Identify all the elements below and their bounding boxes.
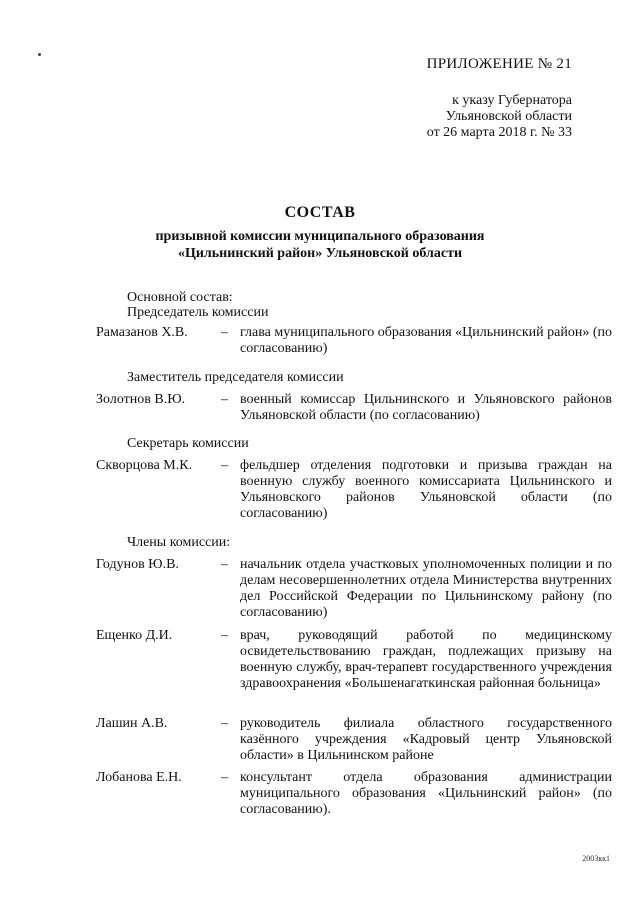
member-name: Лобанова Е.Н. xyxy=(96,770,182,785)
appendix-heading: ПРИЛОЖЕНИЕ № 21 xyxy=(426,56,572,72)
member-role: руководитель филиала областного государственного казённого учреждения «Кадровый центр Ульяновской области» в Цильнинском районе xyxy=(240,716,612,763)
member-name: Скворцова М.К. xyxy=(96,458,193,473)
decree-line: от 26 марта 2018 г. № 33 xyxy=(426,125,572,140)
document-subtitle: призывной комиссии муниципального образования «Цильнинский район» Ульяновской области xyxy=(155,229,485,261)
member-name: Лашин А.В. xyxy=(96,716,168,731)
member-name: Рамазанов Х.В. xyxy=(96,325,188,340)
document-code: 2003кк1 xyxy=(582,854,610,863)
dash-separator: – xyxy=(221,716,228,731)
dash-separator: – xyxy=(221,392,228,407)
dash-separator: – xyxy=(221,458,228,473)
member-role: начальник отдела участковых уполномоченных полиции и по делам несовершеннолетних отдела Министерства внутренних дел Российской Федерации по Цильнинскому району (по согласованию) xyxy=(240,557,612,620)
dash-separator: – xyxy=(221,770,228,785)
member-role: военный комиссар Цильнинского и Ульяновского районов Ульяновской области (по согласованию) xyxy=(240,392,612,423)
member-role: глава муниципального образования «Цильнинский район» (по согласованию) xyxy=(240,325,612,356)
dash-separator: – xyxy=(221,557,228,572)
dash-separator: – xyxy=(221,628,228,643)
decree-reference xyxy=(427,93,572,141)
member-role: врач, руководящий работой по медицинскому освидетельствованию граждан, подлежащих призыву на военную службу, врач-терапевт государственного учреждения здравоохранения «Большенагаткинская районная больница» xyxy=(240,628,612,691)
deputy-label: Заместитель председателя комиссии xyxy=(127,370,344,385)
members-label: Члены комиссии: xyxy=(127,535,231,550)
member-name: Годунов Ю.В. xyxy=(96,557,179,572)
member-name: Золотнов В.Ю. xyxy=(96,392,186,407)
decree-line: к указу Губернатора xyxy=(452,93,572,108)
document-title: СОСТАВ xyxy=(284,204,356,221)
member-name: Ещенко Д.И. xyxy=(96,628,173,643)
scan-speck xyxy=(38,53,41,56)
member-role: фельдшер отделения подготовки и призыва граждан на военную службу военного комиссариата Цильнинского и Ульяновского районов Ульяновской области (по согласованию) xyxy=(240,458,612,521)
secretary-label: Секретарь комиссии xyxy=(127,436,249,451)
main-composition-label: Основной состав: xyxy=(127,290,233,305)
member-role: консультант отдела образования администрации муниципального образования «Цильнинский район» (по согласованию). xyxy=(240,770,612,817)
decree-line: Ульяновской области xyxy=(445,109,572,124)
chairman-label: Председатель комиссии xyxy=(127,305,269,320)
dash-separator: – xyxy=(221,325,228,340)
